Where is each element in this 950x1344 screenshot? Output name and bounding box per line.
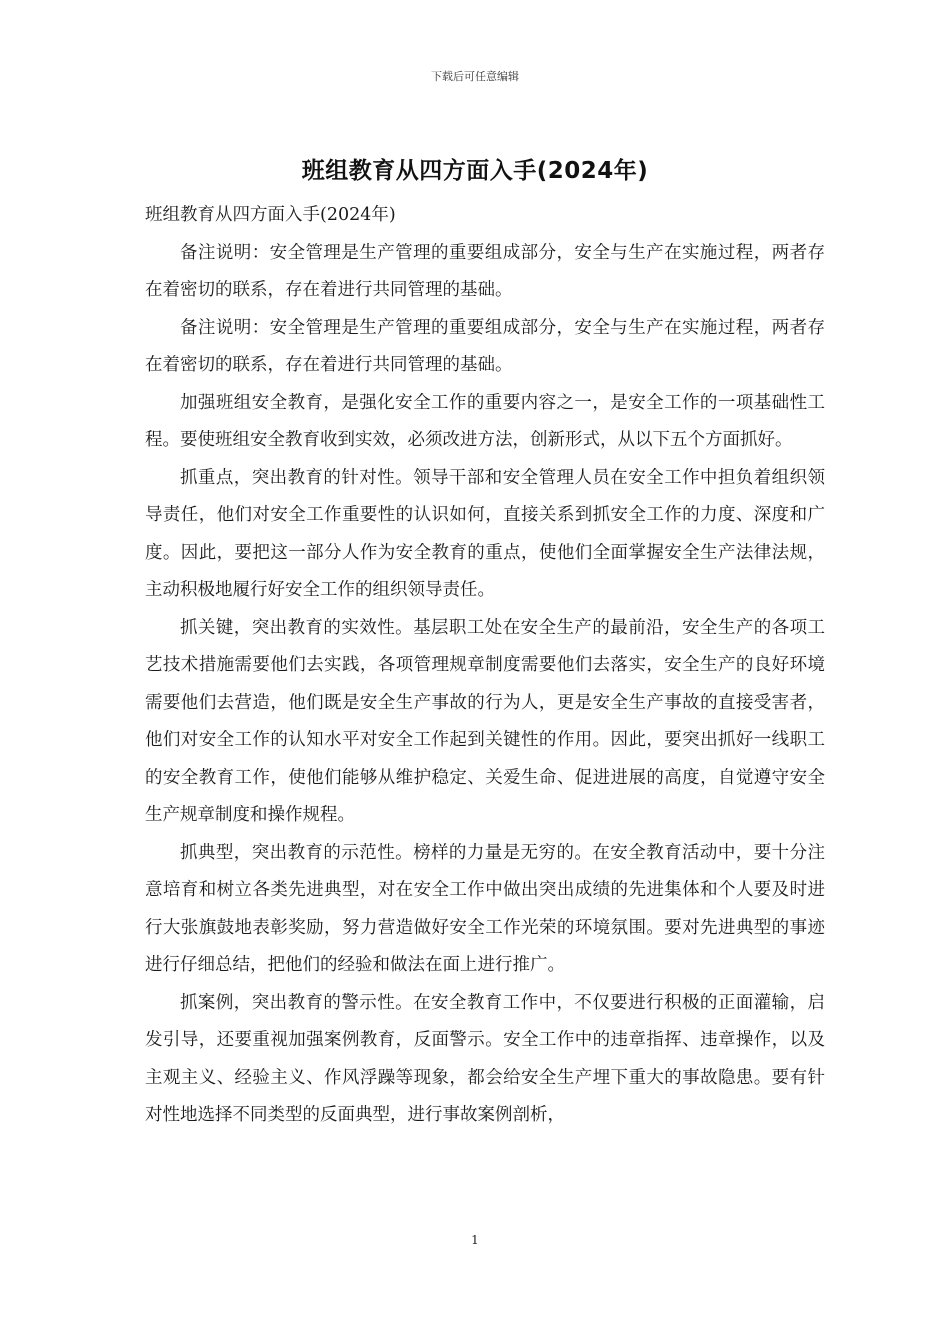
paragraph-cases: 抓案例，突出教育的警示性。在安全教育工作中，不仅要进行积极的正面灌输，启发引导，还要重视加强案例教育，反面警示。安全工作中的违章指挥、违章操作，以及主观主义、经验主义、作风浮躁等现象，都会给安全生产埋下重大的事故隐患。要有针对性地选择不同类型的反面典型，进行事故案例剖析，: [145, 992, 825, 1125]
page-number: 1: [471, 1233, 479, 1247]
document-subtitle: 班组教育从四方面入手(2024年): [145, 205, 396, 225]
paragraph-models: 抓典型，突出教育的示范性。榜样的力量是无穷的。在安全教育活动中，要十分注意培育和树立各类先进典型，对在安全工作中做出突出成绩的先进集体和个人要及时进行大张旗鼓地表彰奖励，努力营造做好安全工作光荣的环境氛围。要对先进典型的事迹进行仔细总结，把他们的经验和做法在面上进行推广。: [145, 842, 825, 975]
paragraph-note-2: 备注说明：安全管理是生产管理的重要组成部分，安全与生产在实施过程，两者存在着密切的联系，存在着进行共同管理的基础。: [145, 317, 825, 375]
paragraph-intro: 加强班组安全教育，是强化安全工作的重要内容之一，是安全工作的一项基础性工程。要使班组安全教育收到实效，必须改进方法，创新形式，从以下五个方面抓好。: [145, 392, 825, 450]
document-body: [145, 197, 825, 1135]
paragraph-note-1: 备注说明：安全管理是生产管理的重要组成部分，安全与生产在实施过程，两者存在着密切的联系，存在着进行共同管理的基础。: [145, 242, 825, 300]
header-note: 下载后可任意编辑: [431, 70, 519, 83]
paragraph-key-points: 抓重点，突出教育的针对性。领导干部和安全管理人员在安全工作中担负着组织领导责任，他们对安全工作重要性的认识如何，直接关系到抓安全工作的力度、深度和广度。因此，要把这一部分人作为安全教育的重点，使他们全面掌握安全生产法律法规，主动积极地履行好安全工作的组织领导责任。: [145, 467, 825, 600]
paragraph-key-link: 抓关键，突出教育的实效性。基层职工处在安全生产的最前沿，安全生产的各项工艺技术措施需要他们去实践，各项管理规章制度需要他们去落实，安全生产的良好环境需要他们去营造，他们既是安全生产事故的行为人，更是安全生产事故的直接受害者，他们对安全工作的认知水平对安全工作起到关键性的作用。因此，要突出抓好一线职工的安全教育工作，使他们能够从维护稳定、关爱生命、促进进展的高度，自觉遵守安全生产规章制度和操作规程。: [145, 617, 825, 825]
document-title: 班组教育从四方面入手(2024年): [301, 158, 649, 184]
